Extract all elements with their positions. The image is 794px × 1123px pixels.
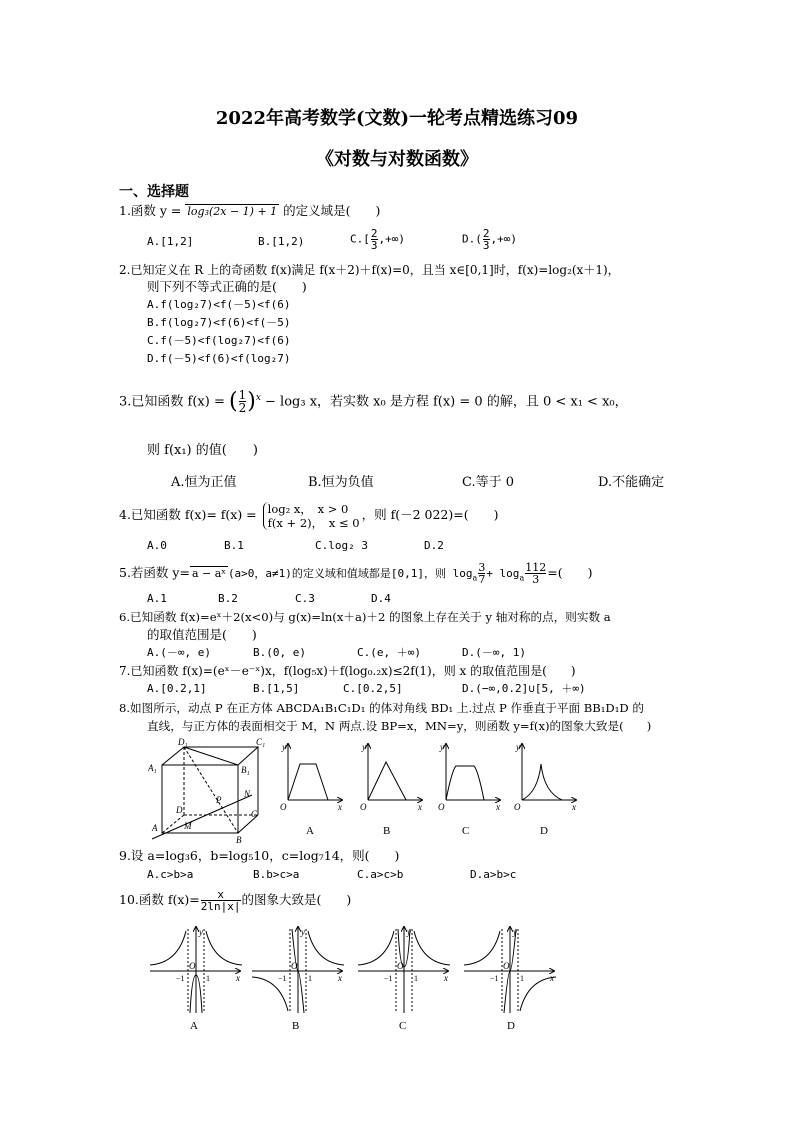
q3-option-d: D.不能确定	[598, 475, 665, 490]
q4-option-d: D.2	[424, 539, 444, 552]
svg-text:O: O	[280, 802, 287, 812]
q8-caption-c: C	[462, 825, 470, 837]
cube-label-b: B	[236, 835, 242, 845]
q5-radical: a − aˣ	[191, 567, 226, 580]
q3-stem: 3.已知函数 f(x) =	[119, 394, 229, 410]
cube-label-m: M	[184, 821, 192, 831]
svg-text:O: O	[438, 802, 445, 812]
svg-text:y: y	[199, 927, 203, 937]
svg-text:−1: −1	[384, 974, 393, 983]
q8-line-1: 8.如图所示，动点 P 在正方体 ABCDA₁B₁C₁D₁ 的体对角线 BD₁ 上.过点 P 作垂直于平面 BB₁D₁D 的	[119, 701, 644, 715]
svg-text:1: 1	[206, 974, 210, 983]
q10-graph-c	[356, 925, 452, 1015]
q1-option-d: D.( $\frac{2}{3}$ ,+∞)	[462, 227, 517, 252]
svg-text:O: O	[503, 961, 510, 971]
q10-caption-c: C	[399, 1020, 407, 1032]
page-title: 2022年高考数学(文数)一轮考点精选练习09	[215, 108, 579, 129]
svg-text:1: 1	[308, 974, 312, 983]
q3-option-a: A.恒为正值	[171, 475, 237, 490]
q1-option-b: B.[1,2)	[258, 235, 305, 248]
question-1	[119, 203, 380, 220]
q9-option-b: B.b>c>a	[253, 868, 300, 881]
q10-graph-a	[148, 925, 244, 1015]
svg-text:O: O	[291, 961, 298, 971]
svg-text:1: 1	[520, 974, 524, 983]
q6-line-1: 6.已知函数 f(x)=eˣ＋2(x<0)与 g(x)=ln(x＋a)＋2 的图象上存在关于 y 轴对称的点，则实数 a	[119, 610, 611, 624]
q3-stem-end: − log₃ x，若实数 x₀ 是方程 f(x) = 0 的解，且 0 < x₁ < x₀，	[260, 394, 628, 410]
svg-text:x: x	[444, 973, 448, 983]
svg-text:y: y	[407, 927, 411, 937]
svg-text:O: O	[397, 961, 404, 971]
q9-option-d: D.a>b>c	[470, 868, 517, 881]
q8-graph-a	[276, 740, 348, 812]
cube-label-a: A	[152, 823, 158, 833]
svg-text:x: x	[496, 802, 500, 812]
q2-option-c: C.f(－5)<f(log₂7)<f(6)	[147, 334, 291, 347]
q7-option-d: D.(−∞,0.2]∪[5, ＋∞)	[462, 682, 586, 695]
q6-option-a: A.(－∞, e)	[147, 646, 211, 659]
q1-stem: 1.函数 y =	[119, 203, 186, 218]
question-5: 5.若函数 y= a − aˣ (a>0，a≠1)的定义域和值域都是[0,1]，则 $\log_a$ $\frac{3}{7}$ + $\log_a$ $\frac{112}{3}$ =( )	[119, 561, 593, 586]
q8-caption-b: B	[383, 825, 391, 837]
svg-text:−1: −1	[176, 974, 185, 983]
q10-stem-end: 的图象大致是( )	[241, 892, 352, 907]
cube-label-p: P	[216, 795, 222, 805]
q9-option-c: C.a>c>b	[357, 868, 404, 881]
q1-option-c: C.[ $\frac{2}{3}$ ,+∞)	[350, 227, 405, 252]
q4-option-b: B.1	[224, 539, 244, 552]
q6-line-2: 的取值范围是( )	[147, 627, 257, 642]
cube-label-n: N	[244, 789, 251, 799]
q5-option-a: A.1	[147, 592, 167, 605]
svg-text:y: y	[362, 742, 366, 752]
svg-text:x: x	[338, 802, 342, 812]
svg-text:O: O	[189, 961, 196, 971]
q3-option-b: B.恒为负值	[308, 475, 374, 490]
q6-option-d: D.(－∞, 1)	[462, 646, 526, 659]
svg-text:x: x	[550, 973, 554, 983]
q8-graph-b	[356, 740, 428, 812]
page-subtitle: 《对数与对数函数》	[316, 149, 478, 170]
q5-option-d: D.4	[371, 592, 391, 605]
q10-graph-b	[250, 925, 346, 1015]
q9-option-a: A.c>b>a	[147, 868, 194, 881]
q2-line-1: 2.已知定义在 R 上的奇函数 f(x)满足 f(x＋2)＋f(x)=0，且当 x∈[0,1]时，f(x)=log₂(x＋1)，	[119, 263, 620, 277]
q1-stem-end: 的定义域是( )	[279, 203, 381, 218]
svg-text:y: y	[516, 742, 520, 752]
q5-stem: 5.若函数 y=	[119, 565, 190, 580]
q8-graph-d	[510, 740, 582, 812]
cube-label-d1: D₁	[178, 737, 188, 747]
q3-line-2: 则 f(x₁) 的值( )	[147, 443, 258, 458]
q6-option-c: C.(e, ＋∞)	[357, 646, 421, 659]
q9-line-1: 9.设 a=log₃6，b=log₅10，c=log₇14，则( )	[119, 848, 400, 863]
svg-text:y: y	[301, 927, 305, 937]
q2-line-2: 则下列不等式正确的是( )	[147, 279, 307, 294]
q2-option-d: D.f(－5)<f(6)<f(log₂7)	[147, 352, 291, 365]
svg-text:−1: −1	[490, 974, 499, 983]
q8-caption-a: A	[306, 825, 314, 837]
svg-text:1: 1	[414, 974, 418, 983]
cube-label-d: D	[176, 805, 183, 815]
svg-text:x: x	[236, 973, 240, 983]
cube-figure	[148, 735, 268, 847]
q4-option-a: A.0	[147, 539, 167, 552]
section-heading: 一、选择题	[119, 184, 189, 200]
q10-caption-b: B	[292, 1020, 300, 1032]
q10-graph-d	[462, 925, 558, 1015]
q2-option-a: A.f(log₂7)<f(－5)<f(6)	[147, 298, 291, 311]
q3-option-c: C.等于 0	[462, 475, 515, 490]
q8-caption-d: D	[540, 825, 548, 837]
q6-option-b: B.(0, e)	[253, 646, 306, 659]
q8-line-2: 直线，与正方体的表面相交于 M，N 两点.设 BP=x，MN=y，则函数 y=f(x)的图象大致是( )	[147, 719, 652, 733]
q10-caption-a: A	[190, 1020, 198, 1032]
q1-option-a: A.[1,2]	[147, 235, 194, 248]
svg-text:O: O	[360, 802, 367, 812]
q2-option-b: B.f(log₂7)<f(6)<f(－5)	[147, 316, 291, 329]
svg-text:y: y	[282, 742, 286, 752]
q4-stem: 4.已知函数 f(x)= f(x) =	[119, 507, 261, 522]
question-10: 10.函数 f(x)= $\frac{x}{2\ln|x|}$ 的图象大致是( )	[119, 888, 352, 913]
question-4	[119, 499, 499, 531]
q5-option-b: B.2	[218, 592, 238, 605]
question-3: 3.已知函数 f(x) = ( $\frac{1}{2}$ )$^x$ − log₃ x，若实数 x₀ 是方程 f(x) = 0 的解，且 0 < x₁ < x₀，	[119, 388, 628, 416]
q4-piecewise: log₂ x， x > 0 f(x + 2)， x ≤ 0	[263, 502, 360, 530]
q7-line-1: 7.已知函数 f(x)=(eˣ－e⁻ˣ)x，f(log₅x)＋f(log₀.₂x)≤2f(1)，则 x 的取值范围是( )	[119, 664, 576, 678]
q5-option-c: C.3	[295, 592, 315, 605]
svg-text:−1: −1	[278, 974, 287, 983]
svg-text:y: y	[513, 927, 517, 937]
q10-caption-d: D	[507, 1020, 515, 1032]
cube-label-c1: C₁	[256, 737, 266, 747]
q4-option-c: C.log₂ 3	[315, 539, 368, 552]
q7-option-a: A.[0.2,1]	[147, 682, 207, 695]
q7-option-c: C.[0.2,5]	[343, 682, 403, 695]
q7-option-b: B.[1,5]	[253, 682, 300, 695]
svg-text:x: x	[418, 802, 422, 812]
q10-stem: 10.函数 f(x)=	[119, 892, 200, 907]
svg-text:x: x	[572, 802, 576, 812]
svg-text:y: y	[440, 742, 444, 752]
q1-radical: log₃(2x − 1) + 1	[187, 205, 278, 218]
cube-label-b1: B₁	[241, 765, 250, 775]
svg-text:O: O	[514, 802, 521, 812]
cube-label-c: C	[251, 809, 258, 819]
cube-label-a1: A₁	[148, 763, 157, 773]
svg-text:x: x	[338, 973, 342, 983]
q8-graph-c	[434, 740, 506, 812]
q4-stem-end: ，则 f(－2 022)=( )	[361, 507, 499, 522]
